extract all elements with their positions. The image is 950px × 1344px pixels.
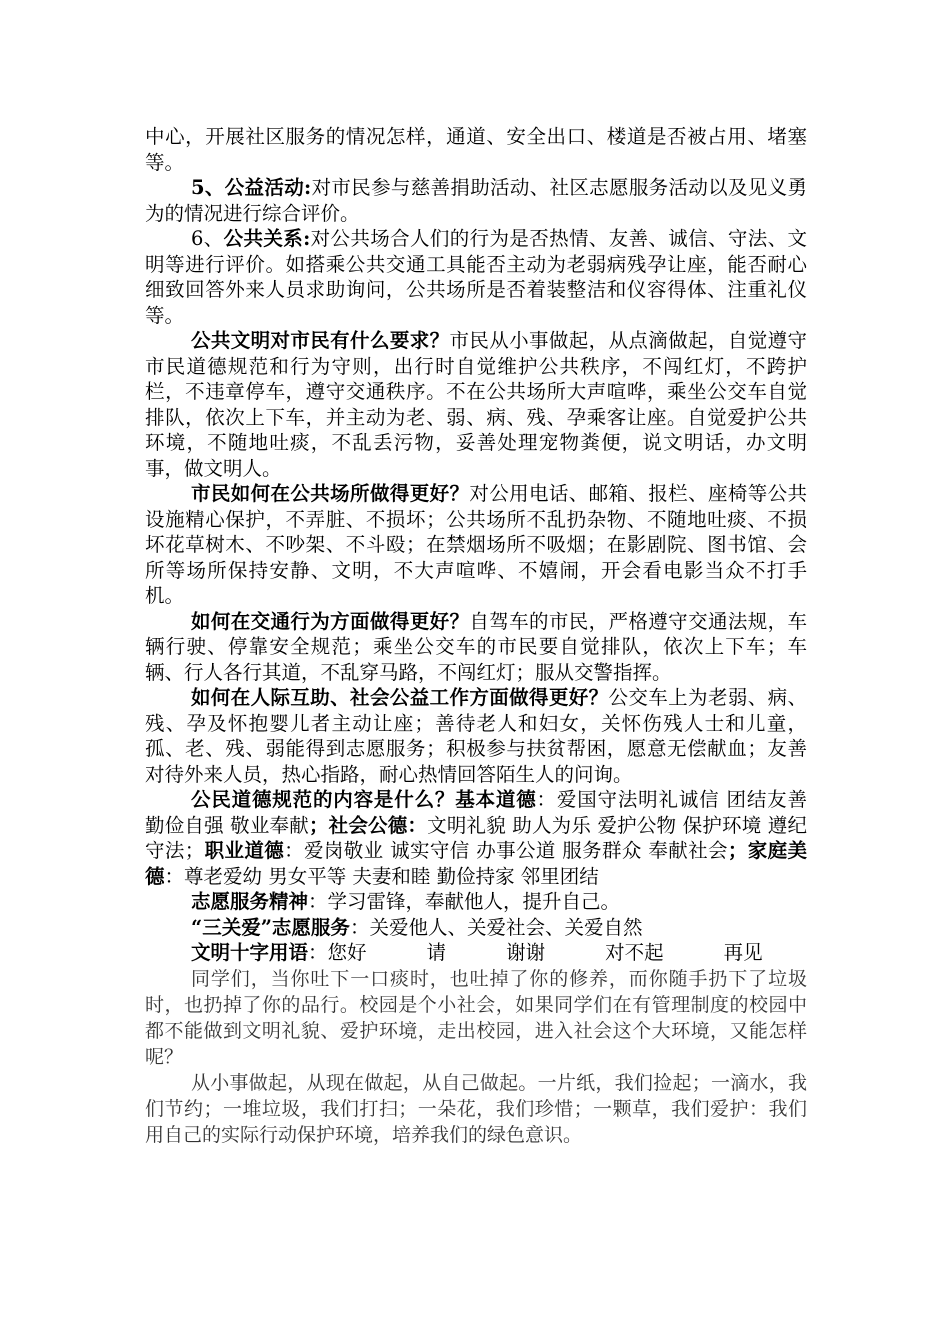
- paragraph-text: 对市民参与慈善捐助活动、社区志愿服务活动以及见义勇为的情况进行综合评价。: [145, 176, 807, 225]
- heading-family-virtues: ；家庭美德: [145, 839, 807, 888]
- paragraph-text: ：爱岗敬业 诚实守信 办事公道 服务群众 奉献社会: [284, 839, 728, 862]
- paragraph-mutual-aid: [145, 685, 807, 787]
- heading-public-welfare: 5、公益活动:: [191, 176, 312, 199]
- heading-professional-ethics: 职业道德: [204, 839, 285, 862]
- paragraph-text: 自驾车的市民，严格遵守交通法规，车辆行驶、停靠安全规范；乘坐公交车的市民要自觉排队，依次上下车；车辆、行人各行其道，不乱穿马路，不闯红灯；服从交警指挥。: [145, 609, 807, 684]
- phrase-word: 对不起: [605, 941, 664, 964]
- heading-basic-morality: 基本道德: [455, 788, 537, 811]
- paragraph-text: 同学们，当你吐下一口痰时，也吐掉了你的修养，而你随手扔下了垃圾时，也扔掉了你的品行。校园是个小社会，如果同学们在有管理制度的校园中都不能做到文明礼貌、爱护环境，走出校园，进入社会这个大环境，又能怎样呢？: [145, 967, 807, 1068]
- paragraph-text: 公交车上为老弱、病、残、孕及怀抱婴儿者主动让座；善待老人和妇女，关怀伤残人士和儿童，孤、老、残、弱能得到志愿服务；积极参与扶贫帮困，愿意无偿献血；友善对待外来人员，热心指路，耐心热情回答陌生人的问询。: [145, 686, 807, 786]
- paragraph-text: ：爱国守法明礼诚信 团结友善 勤俭自强 敬业奉献: [145, 788, 807, 837]
- paragraph-public-welfare: [145, 175, 807, 226]
- paragraph-text: 对公用电话、邮箱、报栏、座椅等公共设施精心保护，不弄脏、不损坏；公共场所不乱扔杂物、不随地吐痰、不损坏花草树木、不吵架、不斗殴；在禁烟场所不吸烟；在影剧院、图书馆、会所等场所保持安静、文明，不大声喧哗、不嬉闹，开会看电影当众不打手机。: [145, 482, 807, 607]
- phrase-word: 请: [426, 941, 447, 964]
- heading-civility-requirements: 公共文明对市民有什么要求？: [191, 329, 450, 352]
- paragraph-text: 中心，开展社区服务的情况怎样，通道、安全出口、楼道是否被占用、堵塞等。: [145, 125, 807, 174]
- phrase-word: 谢谢: [506, 941, 546, 964]
- heading-public-places: 市民如何在公共场所做得更好？: [191, 482, 470, 505]
- phrase-word: 您好: [327, 941, 367, 964]
- paragraph-text: ：关爱他人、关爱社会、关爱自然: [349, 915, 643, 939]
- phrase-word: 再见: [723, 941, 763, 964]
- heading-volunteer-spirit: 志愿服务精神: [191, 890, 309, 913]
- heading-mutual-aid: 如何在人际互助、社会公益工作方面做得更好？: [191, 686, 609, 709]
- heading-civil-phrases: 文明十字用语: [191, 941, 309, 964]
- paragraph-start-small: [145, 1070, 807, 1148]
- heading-social-morality: ；社会公德：: [308, 813, 428, 837]
- heading-three-cares: “三关爱”志愿服务: [191, 915, 350, 939]
- paragraph-students-appeal: [145, 966, 807, 1070]
- paragraph-three-cares: [145, 915, 807, 941]
- paragraph-text: 从小事做起，从现在做起，从自己做起。一片纸，我们捡起；一滴水，我们节约；一堆垃圾，我们打扫；一朵花，我们珍惜；一颗草，我们爱护：我们用自己的实际行动保护环境，培养我们的绿色意识。: [145, 1071, 807, 1146]
- heading-traffic-behavior: 如何在交通行为方面做得更好？: [191, 609, 470, 633]
- paragraph-text: 文明礼貌 助人为乐 爱护公物 保护环境 遵纪守法；: [145, 813, 807, 862]
- paragraph-traffic-behavior: [145, 609, 807, 686]
- paragraph-text: 对公共场合人们的行为是否热情、友善、诚信、守法、文明等进行评价。如搭乘公共交通工具能否主动为老弱病残孕让座，能否耐心细致回答外来人员求助询问，公共场所是否着装整洁和仪容得体、注重礼仪等。: [145, 227, 807, 327]
- paragraph-community-service-cont: [145, 124, 807, 175]
- paragraph-civil-phrases: [145, 940, 807, 966]
- heading-public-relations: 公共关系:: [223, 227, 311, 250]
- paragraph-volunteer-spirit: [145, 889, 807, 915]
- heading-moral-norms: 公民道德规范的内容是什么？: [191, 788, 456, 811]
- colon: ：: [308, 941, 328, 964]
- paragraph-public-relations: [145, 226, 807, 328]
- paragraph-moral-norms: [145, 787, 807, 889]
- paragraph-civility-requirements: [145, 328, 807, 481]
- paragraph-text: ：尊老爱幼 男女平等 夫妻和睦 勤俭持家 邻里团结: [164, 864, 599, 888]
- paragraph-public-places: [145, 481, 807, 609]
- item-number: 6、: [191, 227, 224, 250]
- paragraph-text: 市民从小事做起，从点滴做起，自觉遵守市民道德规范和行为守则，出行时自觉维护公共秩序，不闯红灯，不跨护栏，不违章停车，遵守交通秩序。不在公共场所大声喧哗，乘坐公交车自觉排队，依次上下车，并主动为老、弱、病、残、孕乘客让座。自觉爱护公共环境，不随地吐痰，不乱丢污物，妥善处理宠物粪便，说文明话，办文明事，做文明人。: [145, 329, 807, 480]
- document-body: [145, 124, 807, 1148]
- paragraph-text: ：学习雷锋，奉献他人，提升自己。: [308, 890, 621, 913]
